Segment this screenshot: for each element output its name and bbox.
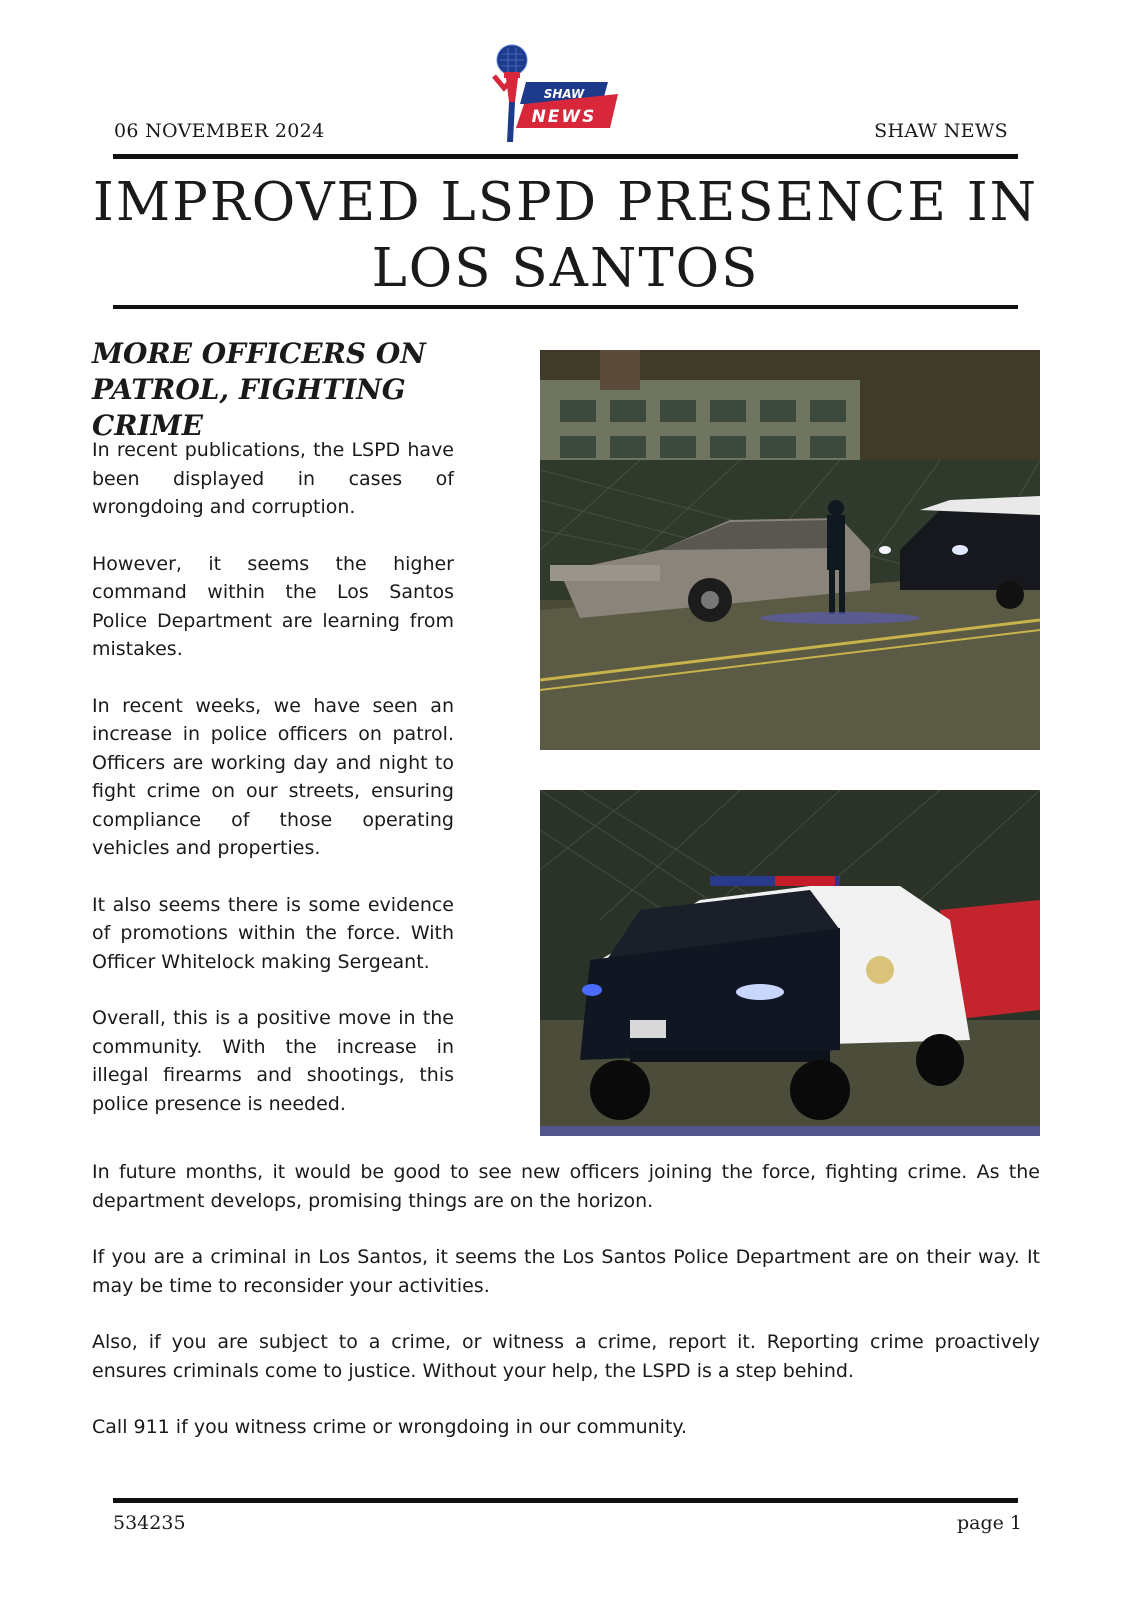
paragraph: If you are a criminal in Los Santos, it seems the Los Santos Police Department are on their way. It may be time to reconsider your activities. xyxy=(92,1246,1040,1297)
page-number: page 1 xyxy=(956,1512,1022,1534)
headline xyxy=(0,170,1131,302)
paragraph: In recent publications, the LSPD have been displayed in cases of wrongdoing and corruption. xyxy=(92,439,454,518)
headline-line-2: LOS SANTOS xyxy=(371,238,760,299)
photo-traffic-stop xyxy=(540,350,1040,750)
header-rule xyxy=(113,154,1018,159)
paragraph: Overall, this is a positive move in the community. With the increase in illegal firearms and shootings, this police presence is needed. xyxy=(92,1007,454,1115)
article-id: 534235 xyxy=(113,1512,186,1534)
issue-date: 06 NOVEMBER 2024 xyxy=(114,120,325,142)
footer-rule xyxy=(113,1498,1018,1503)
subhead-line-1: MORE OFFICERS ON xyxy=(92,337,426,370)
shaw-news-logo xyxy=(488,42,636,150)
publication-name: SHAW NEWS xyxy=(874,120,1008,142)
logo-word-news: NEWS xyxy=(531,107,597,127)
photo-patrol-suv xyxy=(540,790,1040,1136)
column-text xyxy=(92,436,454,1146)
paragraph: It also seems there is some evidence of promotions within the force. With Officer Whitelock making Sergeant. xyxy=(92,893,454,973)
headline-line-1: IMPROVED LSPD PRESENCE IN xyxy=(92,172,1039,233)
body-text xyxy=(92,1158,1040,1470)
subhead-line-2: PATROL, FIGHTING CRIME xyxy=(92,373,406,442)
logo-word-shaw: SHAW xyxy=(543,87,585,101)
paragraph: Also, if you are subject to a crime, or witness a crime, report it. Reporting crime proactively ensures criminals come to justice. Without your help, the LSPD is a step behind. xyxy=(92,1331,1040,1382)
paragraph: In future months, it would be good to see new officers joining the force, fighting crime. As the department develops, promising things are on the horizon. xyxy=(92,1161,1040,1212)
headline-rule xyxy=(113,305,1018,309)
paragraph: However, it seems the higher command within the Los Santos Police Department are learning from mistakes. xyxy=(92,552,454,660)
paragraph: Call 911 if you witness crime or wrongdoing in our community. xyxy=(92,1416,687,1438)
paragraph: In recent weeks, we have seen an increase in police officers on patrol. Officers are working day and night to fight crime on our streets, ensuring compliance of those operating vehicles and properties. xyxy=(92,694,454,859)
subheadline xyxy=(92,336,492,444)
